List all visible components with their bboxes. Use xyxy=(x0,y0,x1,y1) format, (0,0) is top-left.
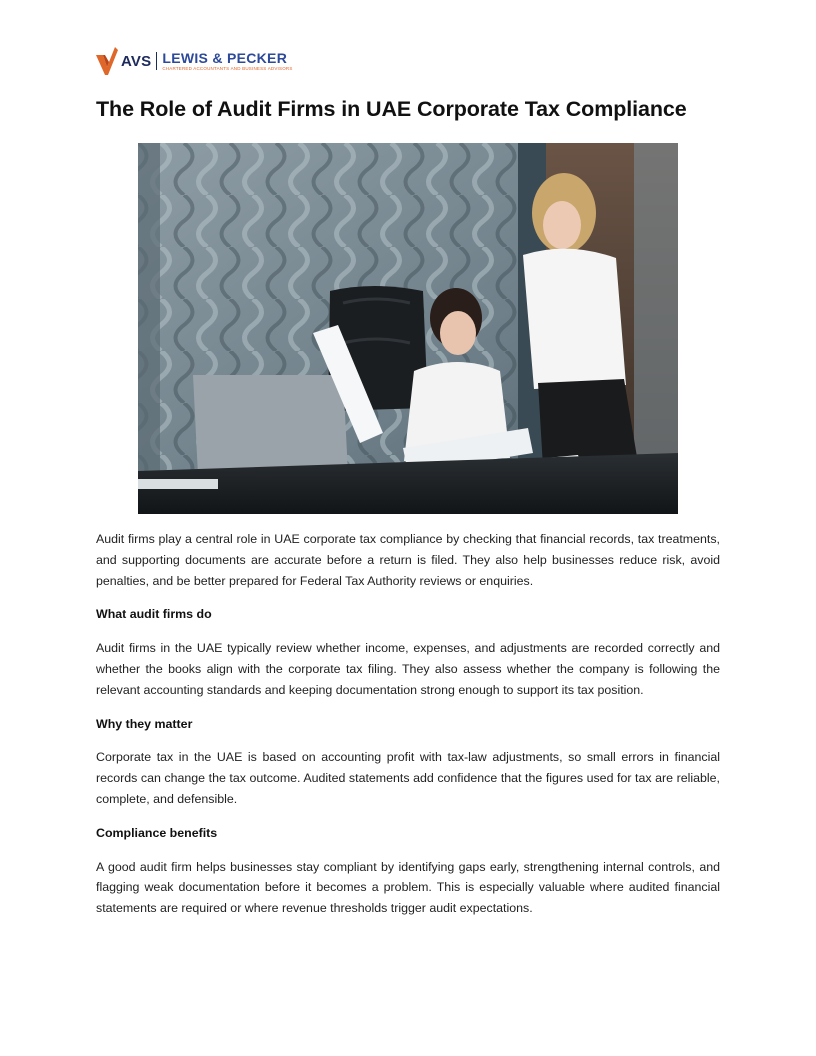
section-paragraph: A good audit firm helps businesses stay compliant by identifying gaps early, strengthening internal controls, and flagging weak documentation before it becomes a problem. This is especially valuable where audited financial statements are required or where revenue thresholds trigger audit expectations. xyxy=(96,859,720,916)
avs-checkmark-icon xyxy=(96,47,118,75)
section-heading: What audit firms do xyxy=(96,607,212,622)
company-logo xyxy=(96,46,293,76)
office-photo-illustration xyxy=(138,143,678,514)
logo-tagline: CHARTERED ACCOUNTANTS AND BUSINESS ADVISORS xyxy=(162,65,293,71)
article-title: The Role of Audit Firms in UAE Corporate Tax Compliance xyxy=(96,97,687,121)
section-paragraph: Corporate tax in the UAE is based on accounting profit with tax-law adjustments, so small errors in financial records can change the tax outcome. Audited statements add confidence that the figures used for tax are reliable, complete, and defensible. xyxy=(96,750,720,806)
intro-paragraph: Audit firms play a central role in UAE corporate tax compliance by checking that financial records, tax treatments, and supporting documents are accurate before a return is filed. They also help businesses reduce risk, avoid penalties, and be better prepared for Federal Tax Authority reviews or enquiries. xyxy=(96,532,720,588)
section-heading: Compliance benefits xyxy=(96,825,218,840)
section-heading: Why they matter xyxy=(96,716,193,731)
hero-image xyxy=(138,143,678,514)
section-paragraph: Audit firms in the UAE typically review whether income, expenses, and adjustments are recorded correctly and whether the books align with the corporate tax filing. They also assess whether the company is following the relevant accounting standards and keeping documentation strong enough to support its tax position. xyxy=(96,641,720,697)
article-body xyxy=(96,529,720,919)
logo-avs-text: AVS xyxy=(121,52,152,70)
logo-divider xyxy=(156,52,157,70)
logo-brand-name: LEWIS & PECKER xyxy=(162,49,288,66)
